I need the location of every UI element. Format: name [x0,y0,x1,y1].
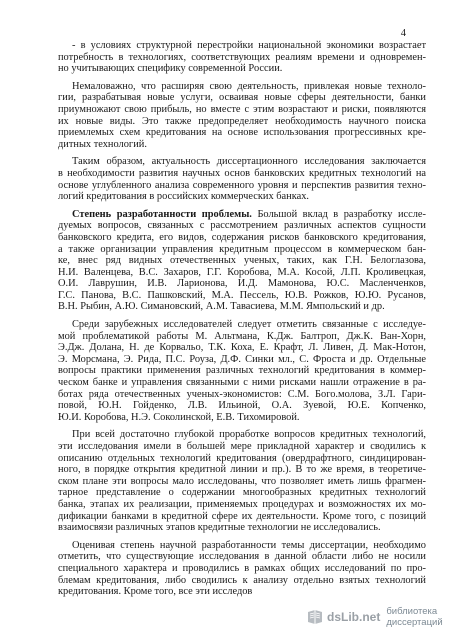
text-line: О.И. Лаврушин, И.В. Ларионова, И.Д. Мамонова, Ю.С. Масленченков, [58,278,426,290]
text-line: В.Н. Рыбин, А.Ю. Симановский, А.М. Тавасиева, М.М. Ямпольский и др. [58,301,385,313]
watermark-caption: библиотека диссертаций [386,606,443,628]
document-body [58,40,426,598]
text-line: Оценивая степень научной разработанности темы диссертации, необходимо [72,539,426,551]
text-line: приемлемых схем кредитования на основе использования прогрессивных кре- [58,127,426,139]
text-line: Н.И. Валенцева, В.С. Захаров, Г.Г. Коробова, М.А. Косой, Л.П. Кроливецкая, [58,266,426,278]
text-line: вопросы практики применения различных технологий кредитования в коммер- [58,365,426,377]
text-line: банка, этапах их реализации, применяемых процедурах и возможностях их мо- [58,498,426,510]
dslib-logo [306,608,380,626]
text-line: - в условиях структурной перестройки национальной экономики возрастает [72,40,426,51]
text-line: их новые виды. Это также предопределяет необходимость научного поиска [58,115,426,127]
text-line: При всей достаточно глубокой проработке вопросов кредитных технологий, [72,429,426,441]
page-number: 4 [400,28,406,39]
text-line: ботах ряда отечественных ученых-экономистов: С.М. Бого.молова, З.Л. Гари- [58,388,426,400]
watermark [306,605,442,629]
text-line: мой проблематикой работы М. Альтмана, К.Дж. Балтроп, Дж.К. Ван-Хорн, [58,330,426,342]
text-line: ке, внес ряд видных отечественных ученых, таких, как Г.Н. Белоглазова, [58,255,426,267]
text-line: Э.Дж. Долана, Н. де Корвальо, Т.К. Коха, Е. Крафт, Л. Ливен, Д. Мак-Нотон, [58,342,426,354]
text-line: а также организации управления кредитным процессом в коммерческом бан- [58,243,426,255]
text-line: ческом банке и управления связанными с ними рисками нашли отражение в ра- [58,377,426,389]
watermark-logo-text: dsLib.net [327,610,381,624]
text-line: Г.С. Панова, В.С. Пашковский, М.А. Пессель, Ю.В. Рожков, Ю.Ю. Русанов, [58,289,426,301]
text-line: приумножают свою прибыль, но вместе с этим возрастают и риски, появляются [58,103,426,115]
text-line: Среди зарубежных исследователей следует отметить связанные с исследуе- [72,319,426,331]
text-line: но учитывающих специфику современной России. [58,63,283,75]
paragraph [58,319,426,423]
paragraph [58,156,426,202]
text-line: Э. Морсмана, Э. Рида, П.С. Роуза, Д.Ф. Синки мл., С. Фроста и др. Отдельные [58,353,426,365]
text-line: Немаловажно, что расширяя свою деятельность, привлекая новые техноло- [72,80,426,92]
paragraph [58,429,426,533]
text-line: банковского кредита, его видов, содержания рисков банковского кредитования, [58,231,426,243]
text-line: отметить, что существующие исследования в данной области либо не носили [58,551,426,563]
text-line: Ю.И. Коробова, Н.Э. Соколинской, Е.В. Тихомировой. [58,411,300,423]
paragraph [58,540,426,598]
text-line: логий кредитования в российских коммерческих банках. [58,191,309,203]
text-line: дуемых вопросов, связанных с рассмотрением различных аспектов сущности [58,220,426,232]
text-line: описанию отдельных технологий кредитования (овердрафтного, синдицирован- [58,452,426,464]
text-line: блемам кредитования, либо сводились к анализу отдельно взятых технологий [58,574,426,586]
paragraph [58,81,426,151]
text-line: Таким образом, актуальность диссертационного исследования заключается [72,156,426,168]
text-line: дитных технологий. [58,138,147,150]
text-line: взаимосвязи различных этапов кредитные технологии не исследовались. [58,522,381,534]
text-line: основе углубленного анализа современного уровня и перспектив развития техно- [58,179,426,191]
dslib-logo-icon [306,608,324,626]
text-line: тарное представление о содержании многообразных кредитных технологий [58,487,426,499]
text-line: гии, разрабатывая новые услуги, осваивая новые сферы деятельности, банки [58,92,426,104]
text-fragment: Большой вклад в разработку иссле- [251,208,426,220]
text-line: кредитования. Кроме того, все эти исследов [58,586,253,598]
text-line: ного, в порядке открытия кредитной линии и пр.). В то же время, в теоретиче- [58,464,426,476]
text-line: эти исследования имели в большей мере прикладной характер и сводились к [58,441,426,452]
text-line: дификации банками в кредитной сфере их деятельности. Кроме того, с позиций [58,510,426,522]
text-line: повой, Ю.Н. Гойденко, Л.В. Ильиной, О.А. Зуевой, Ю.Е. Копченко, [58,400,426,412]
text-line: потребность в технологиях, соответствующих реалиям времени и одновремен- [58,51,426,63]
paragraph [58,209,426,313]
text-line [58,209,426,221]
section-heading: Степень разработанности проблемы. [72,208,252,220]
text-line: в необходимости развития научных основ банковских кредитных технологий на [58,167,426,179]
text-line: специального характера и проводились в рамках общих исследований по про- [58,562,426,574]
text-line: ском плане эти вопросы мало исследованы, что позволяет иметь лишь фрагмен- [58,475,426,487]
paragraph [58,40,426,75]
